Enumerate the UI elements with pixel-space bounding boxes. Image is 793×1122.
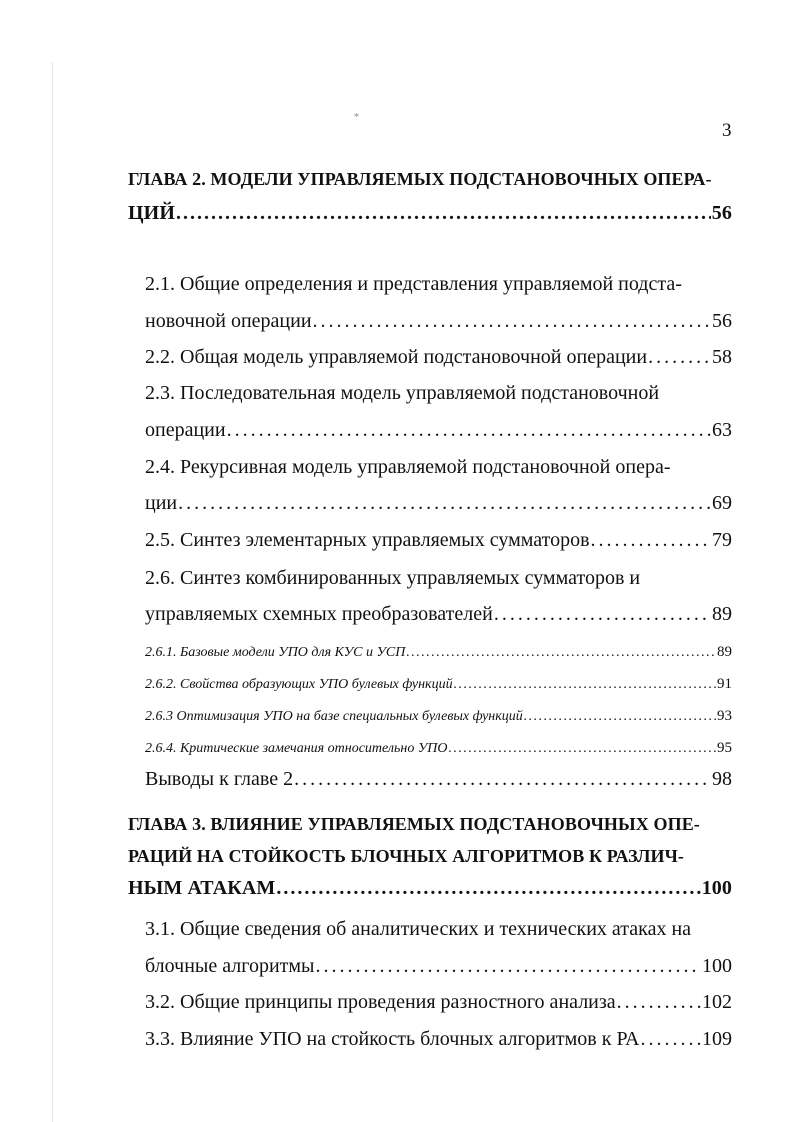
toc-page-number: 89 [717, 644, 732, 660]
toc-entry-title: 2.6.3 Оптимизация УПО на базе специальных булевых функций [145, 709, 523, 724]
toc-entry-title: 2.6.4. Критические замечания относительно УПО [145, 741, 448, 756]
toc-page-number: 69 [712, 492, 732, 514]
toc-page-number: 58 [712, 346, 732, 368]
toc-page-number: 100 [701, 877, 732, 899]
toc-entry-title: Выводы к главе 2 [145, 768, 294, 790]
toc-entry-title: 3.3. Влияние УПО на стойкость блочных алгоритмов к РА [145, 1028, 640, 1050]
toc-chapter-3-line2: РАЦИЙ НА СТОЙКОСТЬ БЛОЧНЫХ АЛГОРИТМОВ К РАЗЛИЧ- [128, 846, 684, 866]
toc-leader-dots [494, 602, 711, 626]
toc-section-2-3[interactable] [145, 418, 732, 442]
toc-chapter-3[interactable] [128, 876, 732, 900]
toc-leader-dots [227, 418, 711, 442]
toc-leader-dots [316, 954, 702, 978]
toc-section-3-3[interactable] [145, 1027, 732, 1051]
toc-entry-title: 2.2. Общая модель управляемой подстановочной операции [145, 346, 648, 368]
toc-leader-dots [276, 876, 700, 900]
toc-entry-title: новочной операции [145, 310, 312, 332]
toc-entry-title: НЫМ АТАКАМ [128, 877, 276, 899]
toc-chapter-2-line1: ГЛАВА 2. МОДЕЛИ УПРАВЛЯЕМЫХ ПОДСТАНОВОЧНЫХ ОПЕРА- [128, 169, 712, 189]
toc-leader-dots [178, 491, 711, 515]
toc-leader-dots [454, 673, 716, 697]
toc-entry-title: управляемых схемных преобразователей [145, 603, 493, 625]
toc-entry-title: операции [145, 419, 226, 441]
toc-entry-title: ЦИЙ [128, 202, 175, 224]
toc-leader-dots [524, 705, 716, 729]
toc-chapter-2[interactable] [128, 201, 732, 225]
toc-page-number: 98 [712, 768, 732, 790]
toc-leader-dots [640, 1027, 701, 1051]
toc-page-number: 63 [712, 419, 732, 441]
toc-page-number: 109 [702, 1028, 732, 1050]
toc-section-2-1[interactable] [145, 309, 732, 333]
page-number: 3 [722, 120, 732, 141]
toc-subsection-2-6-3[interactable] [145, 704, 732, 729]
toc-page-number: 56 [711, 202, 732, 224]
toc-leader-dots [176, 201, 711, 225]
toc-section-2-4[interactable] [145, 491, 732, 515]
toc-page-number: 91 [717, 676, 732, 692]
toc-subsection-2-6-4[interactable] [145, 736, 732, 761]
toc-section-2-6[interactable] [145, 602, 732, 626]
toc-section-2-5[interactable] [145, 528, 732, 552]
toc-entry-title: 3.2. Общие принципы проведения разностного анализа [145, 991, 616, 1013]
toc-section-2-2[interactable] [145, 345, 732, 369]
toc-leader-dots [617, 990, 701, 1014]
toc-section-3-1-line1: 3.1. Общие сведения об аналитических и технических атаках на [145, 918, 692, 940]
toc-page-number: 100 [702, 955, 732, 977]
toc-page-number: 56 [712, 310, 732, 332]
toc-leader-dots [648, 345, 711, 369]
toc-leader-dots [406, 641, 716, 665]
toc-entry-title: 2.6.1. Базовые модели УПО для КУС и УСП [145, 645, 406, 660]
toc-chapter-3-line1: ГЛАВА 3. ВЛИЯНИЕ УПРАВЛЯЕМЫХ ПОДСТАНОВОЧНЫХ ОПЕ- [128, 814, 700, 834]
toc-conclusions-chapter-2[interactable] [145, 767, 732, 791]
toc-page-number: 79 [712, 529, 732, 551]
toc-subsection-2-6-1[interactable] [145, 640, 732, 665]
toc-page-number: 102 [702, 991, 732, 1013]
toc-entry-title: 2.5. Синтез элементарных управляемых сумматоров [145, 529, 590, 551]
toc-subsection-2-6-2[interactable] [145, 672, 732, 697]
toc-section-2-3-line1: 2.3. Последовательная модель управляемой подстановочной [145, 382, 660, 404]
toc-leader-dots [294, 767, 711, 791]
toc-leader-dots [448, 737, 716, 761]
scan-border [52, 62, 53, 1122]
toc-section-2-6-line1: 2.6. Синтез комбинированных управляемых сумматоров и [145, 567, 641, 589]
toc-page-number: 95 [717, 740, 732, 756]
toc-leader-dots [591, 528, 711, 552]
toc-section-2-1-line1: 2.1. Общие определения и представления управляемой подста- [145, 273, 682, 295]
toc-section-3-1[interactable] [145, 954, 732, 978]
toc-entry-title: блочные алгоритмы [145, 955, 315, 977]
toc-page-number: 93 [717, 708, 732, 724]
toc-page-number: 89 [712, 603, 732, 625]
toc-section-3-2[interactable] [145, 990, 732, 1014]
scan-mark: * [354, 112, 359, 123]
toc-leader-dots [313, 309, 711, 333]
toc-entry-title: 2.6.2. Свойства образующих УПО булевых функций [145, 677, 453, 692]
toc-entry-title: ции [145, 492, 178, 514]
toc-section-2-4-line1: 2.4. Рекурсивная модель управляемой подстановочной опера- [145, 456, 671, 478]
